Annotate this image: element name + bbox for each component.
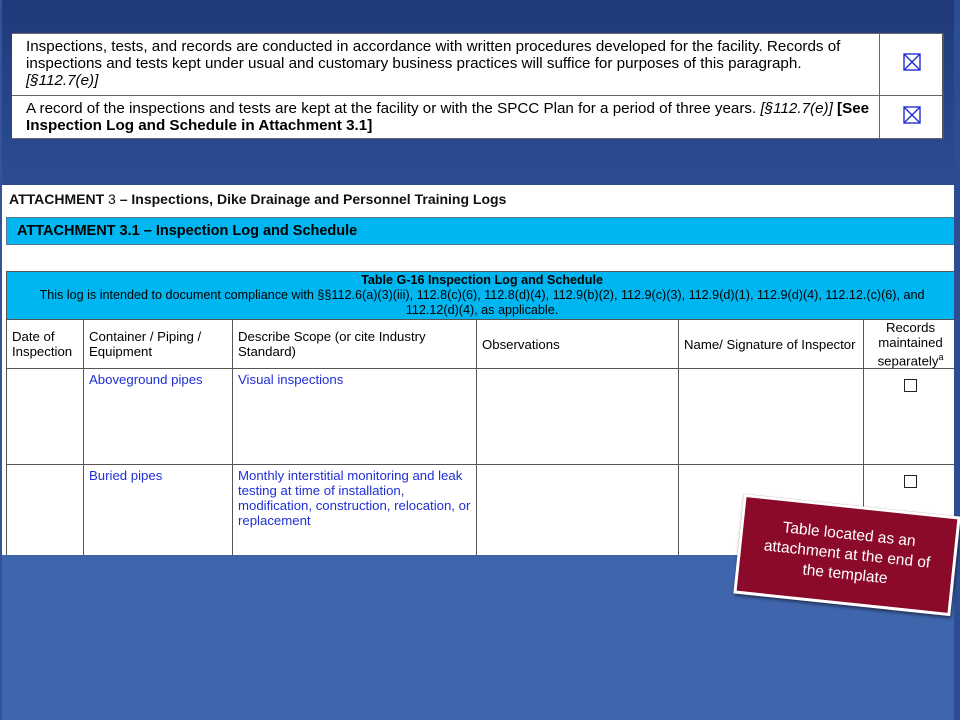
- header-name: Name/ Signature of Inspector: [679, 320, 864, 369]
- checked-box-icon[interactable]: [903, 53, 919, 69]
- table-caption: [7, 272, 958, 320]
- records-checkbox[interactable]: [904, 475, 917, 488]
- excerpt-check-cell: [880, 95, 944, 139]
- records-checkbox[interactable]: [904, 379, 917, 392]
- spcc-excerpt-table: [12, 33, 944, 139]
- table-caption-row: [7, 272, 958, 320]
- cell-date[interactable]: [7, 465, 84, 555]
- cell-date[interactable]: [7, 369, 84, 465]
- excerpt-reference: [§112.7(e)]: [26, 72, 99, 89]
- table-row: [7, 369, 958, 465]
- cell-container: Aboveground pipes: [84, 369, 233, 465]
- excerpt-check-cell: [880, 34, 944, 96]
- attachment-3-1-heading: ATTACHMENT 3.1 – Inspection Log and Schedule: [6, 217, 956, 245]
- excerpt-row: [12, 95, 943, 139]
- attachment-3-number: 3: [108, 191, 116, 207]
- excerpt-reference: [§112.7(e)]: [760, 99, 833, 117]
- cell-scope: Monthly interstitial monitoring and leak testing at time of installation, modification, construction, relocation, or replacement: [233, 465, 477, 555]
- table-header-row: [7, 320, 958, 369]
- cell-name[interactable]: [679, 369, 864, 465]
- header-records-label: Records maintained separately: [877, 320, 943, 369]
- excerpt-see-note: [See Inspection Log and Schedule in Attachment 3.1]: [26, 99, 870, 134]
- cell-observations[interactable]: [477, 369, 679, 465]
- cell-observations[interactable]: [477, 465, 679, 555]
- excerpt-row: [12, 34, 943, 96]
- cell-container: Buried pipes: [84, 465, 233, 555]
- header-observations: Observations: [477, 320, 679, 369]
- excerpt-text-cell: [12, 34, 880, 96]
- header-scope: Describe Scope (or cite Industry Standard): [233, 320, 477, 369]
- attachment-3-title: – Inspections, Dike Drainage and Personnel Training Logs: [115, 191, 507, 207]
- table-description: This log is intended to document compliance with §§112.6(a)(3)(iii), 112.8(c)(6), 112.8(d)(4), 112.9(b)(2), 112.9(c)(3), 112.9(d)(1), 112.9(d)(4), 112.12.(c)(6), and 112.12(d)(4), as applicable.: [39, 288, 925, 317]
- header-records-footnote: a: [938, 352, 944, 362]
- checked-box-icon[interactable]: [903, 106, 919, 122]
- attachment-3-prefix: ATTACHMENT: [9, 191, 105, 207]
- slide-right-edge: [954, 0, 960, 720]
- callout-text: Table located as an attachment at the end of the template: [763, 519, 932, 588]
- attachment-document: [2, 185, 960, 555]
- header-container: Container / Piping / Equipment: [84, 320, 233, 369]
- cell-records: [864, 369, 958, 465]
- excerpt-text: A record of the inspections and tests are kept at the facility or with the SPCC Plan for a period of three years.: [26, 99, 757, 117]
- header-date: Date of Inspection: [7, 320, 84, 369]
- attachment-3-heading: [9, 191, 506, 207]
- cell-scope: Visual inspections: [233, 369, 477, 465]
- excerpt-text-cell: [12, 95, 880, 139]
- table-title: Table G-16 Inspection Log and Schedule: [361, 273, 603, 287]
- header-records: [864, 320, 958, 369]
- excerpt-text: Inspections, tests, and records are conducted in accordance with written procedures developed for the facility. Records of inspections and tests kept under usual and customary business practices will suffice for purposes of this paragraph.: [26, 38, 841, 72]
